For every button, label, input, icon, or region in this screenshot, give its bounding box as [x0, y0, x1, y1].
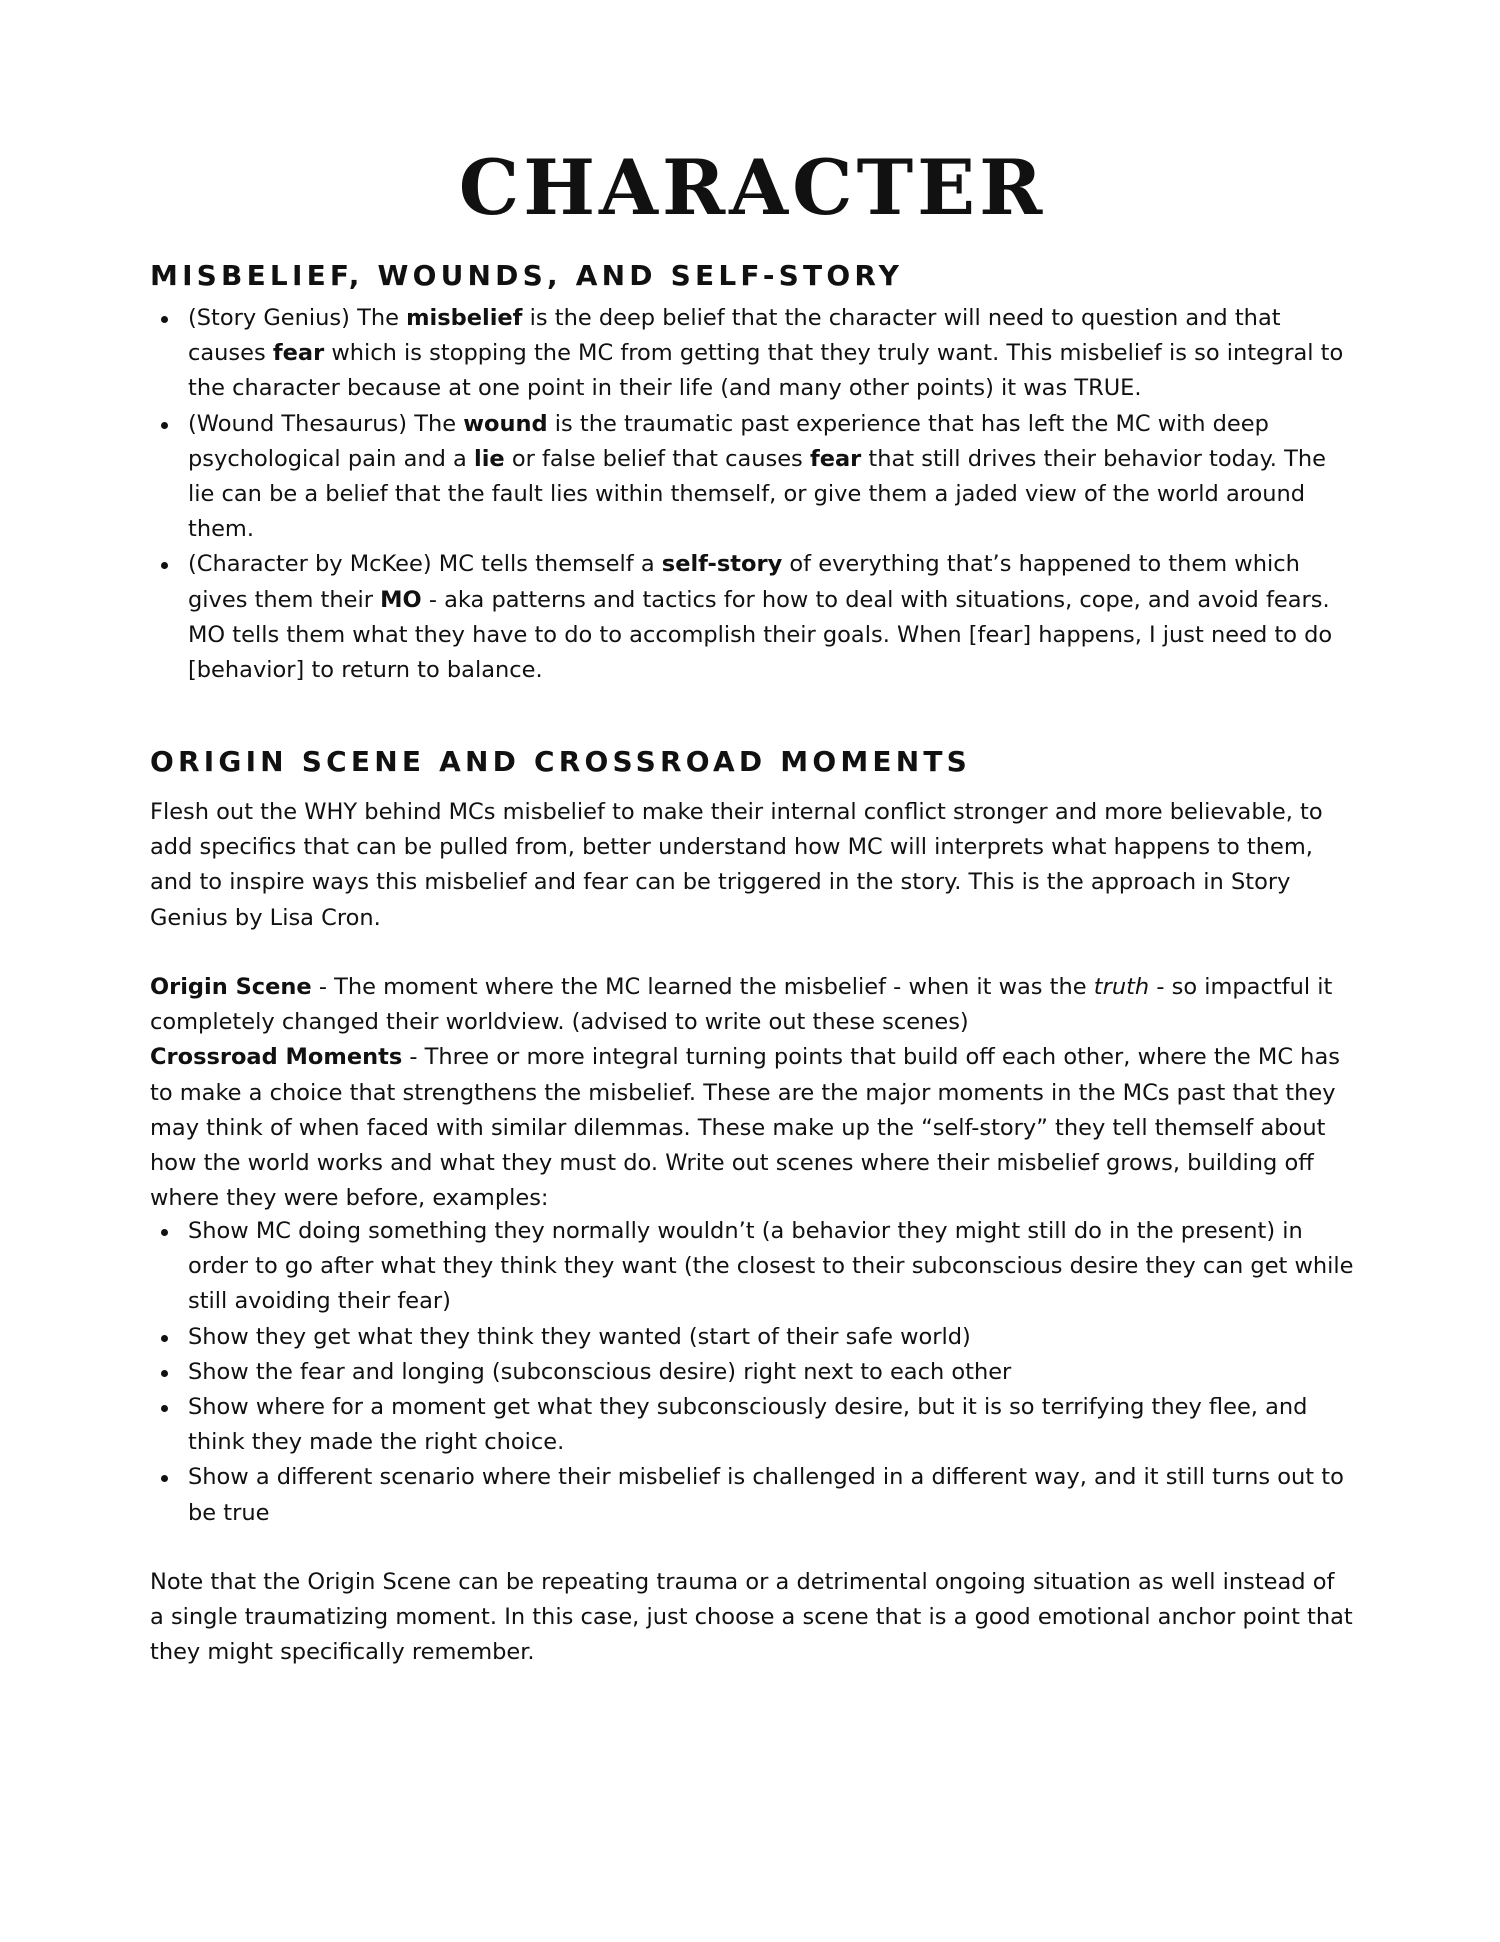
examples-list	[150, 1214, 1355, 1531]
list-item: Show the fear and longing (subconscious desire) right next to each other	[150, 1355, 1355, 1390]
origin-scene-label: Origin Scene	[150, 974, 312, 1000]
misbelief-list	[150, 301, 1355, 688]
crossroad-moments-label: Crossroad Moments	[150, 1044, 403, 1071]
list-item: Show where for a moment get what they subconsciously desire, but it is so terrifying they flee, and think they made the right choice.	[150, 1390, 1355, 1460]
list-item: Show a different scenario where their misbelief is challenged in a different way, and it still turns out to be true	[150, 1460, 1355, 1530]
list-item: Show MC doing something they normally wouldn’t (a behavior they might still do in the present) in order to go after what they think they want (the closest to their subconscious desire they can get while still avoiding their fear)	[150, 1214, 1355, 1320]
list-item-wound: (Wound Thesaurus) The wound is the traumatic past experience that has left the MC with deep psychological pain and a lie or false belief that causes fear that still drives their behavior today. The lie can be a belief that the fault lies within themself, or give them a jaded view of the world around them.	[150, 407, 1355, 548]
list-item: Show they get what they think they wanted (start of their safe world)	[150, 1320, 1355, 1355]
definitions-block	[150, 970, 1355, 1216]
origin-scene-definition: Origin Scene - The moment where the MC learned the misbelief - when it was the truth - so impactful it completely changed their worldview. (advised to write out these scenes)	[150, 974, 1333, 1036]
section-heading-origin-scene: ORIGIN SCENE AND CROSSROAD MOMENTS	[150, 745, 972, 778]
page-title: CHARACTER	[458, 143, 1047, 232]
note-paragraph: Note that the Origin Scene can be repeating trauma or a detrimental ongoing situation as well instead of a single traumatizing moment. In this case, just choose a scene that is a good emotional anchor point that they might specifically remember.	[150, 1569, 1353, 1666]
crossroad-moments-definition: Crossroad Moments - Three or more integral turning points that build off each other, where the MC has to make a choice that strengthens the misbelief. These are the major moments in the MCs past that they may think of when faced with similar dilemmas. These make up the “self-story” they tell themself about how the world works and what they must do. Write out scenes where their misbelief grows, building off where they were before, examples:	[150, 1044, 1340, 1212]
section-heading-misbelief: MISBELIEF, WOUNDS, AND SELF-STORY	[150, 259, 904, 292]
list-item-self-story: (Character by McKee) MC tells themself a self-story of everything that’s happened to them which gives them their MO - aka patterns and tactics for how to deal with situations, cope, and avoid fears. MO tells them what they have to do to accomplish their goals. When [fear] happens, I just need to do [behavior] to return to balance.	[150, 547, 1355, 688]
list-item-misbelief: (Story Genius) The misbelief is the deep belief that the character will need to question and that causes fear which is stopping the MC from getting that they truly want. This misbelief is so integral to the character because at one point in their life (and many other points) it was TRUE.	[150, 301, 1355, 407]
intro-paragraph: Flesh out the WHY behind MCs misbelief to make their internal conflict stronger and more believable, to add specifics that can be pulled from, better understand how MC will interprets what happens to them, and to inspire ways this misbelief and fear can be triggered in the story. This is the approach in Story Genius by Lisa Cron.	[150, 799, 1323, 931]
